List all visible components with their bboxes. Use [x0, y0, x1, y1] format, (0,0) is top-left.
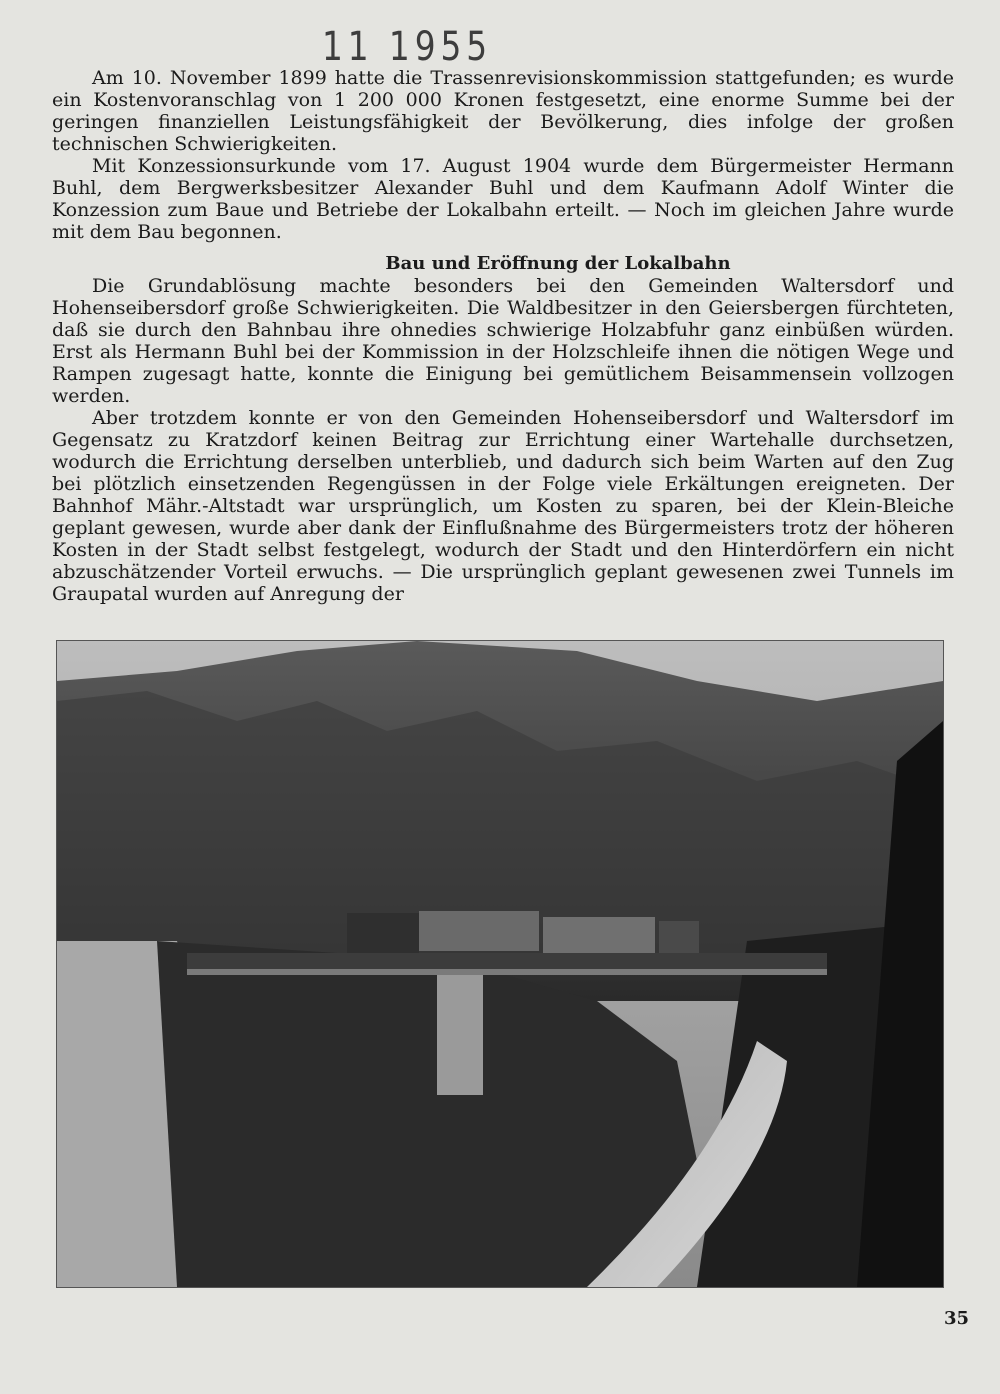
passenger-car: [659, 921, 699, 953]
paragraph: Die Grundablösung machte besonders bei den Gemeinden Waltersdorf und Hohenseibersdorf große Schwierigkeiten. Die Waldbesitzer in den Geiersbergen fürchteten, daß sie durch den Bahnbau ihre ohnedies schwierige Holzabfuhr ganz einbüßen würden. Erst als Hermann Buhl bei der Kommission in der Holzschleife ihnen die nötigen Wege und Rampen zugesagt hatte, konnte die Einigung bei gemütlichem Beisammensein vollzogen werden.: [52, 275, 954, 407]
photo-illustration: [57, 641, 943, 1287]
passenger-car: [543, 917, 655, 953]
article-body: [52, 67, 954, 605]
bridge-pier: [437, 975, 483, 1095]
passenger-car: [419, 911, 539, 951]
locomotive: [347, 913, 419, 953]
paragraph: Am 10. November 1899 hatte die Trassenrevisionskommission stattgefunden; es wurde ein Kostenvoranschlag von 1 200 000 Kronen festgesetzt, eine enorme Summe bei der geringen finanziellen Leistungsfähigkeit der Bevölkerung, dies infolge der großen technischen Schwierigkeiten.: [52, 67, 954, 155]
bridge-deck: [187, 953, 827, 969]
photo-train-on-bridge: [56, 640, 944, 1288]
paragraph: Aber trotzdem konnte er von den Gemeinden Hohenseibersdorf und Waltersdorf im Gegensatz zu Kratzdorf keinen Beitrag zur Errichtung einer Wartehalle durchsetzen, wodurch die Errichtung derselben unterblieb, und dadurch sich beim Warten auf den Zug bei plötzlich einsetzenden Regengüssen in der Folge viele Erkältungen ereigneten. Der Bahnhof Mähr.-Altstadt war ursprünglich, um Kosten zu sparen, bei der Klein-Bleiche geplant gewesen, wurde aber dank der Einflußnahme des Bürgermeisters trotz der höheren Kosten in der Stadt selbst festgelegt, wodurch der Stadt und den Hinterdörfern ein nicht abzuschätzender Vorteil erwuchs. — Die ursprünglich geplant gewesenen zwei Tunnels im Graupatal wurden auf Anregung der: [52, 407, 954, 605]
date-stamp: 11 1955: [322, 24, 493, 70]
paragraph: Mit Konzessionsurkunde vom 17. August 1904 wurde dem Bürgermeister Hermann Buhl, dem Bergwerksbesitzer Alexander Buhl und dem Kaufmann Adolf Winter die Konzession zum Baue und Betriebe der Lokalbahn erteilt. — Noch im gleichen Jahre wurde mit dem Bau begonnen.: [52, 155, 954, 243]
bridge-girder: [187, 969, 827, 975]
page-number: 35: [944, 1308, 970, 1329]
section-heading: Bau und Eröffnung der Lokalbahn: [385, 253, 731, 274]
